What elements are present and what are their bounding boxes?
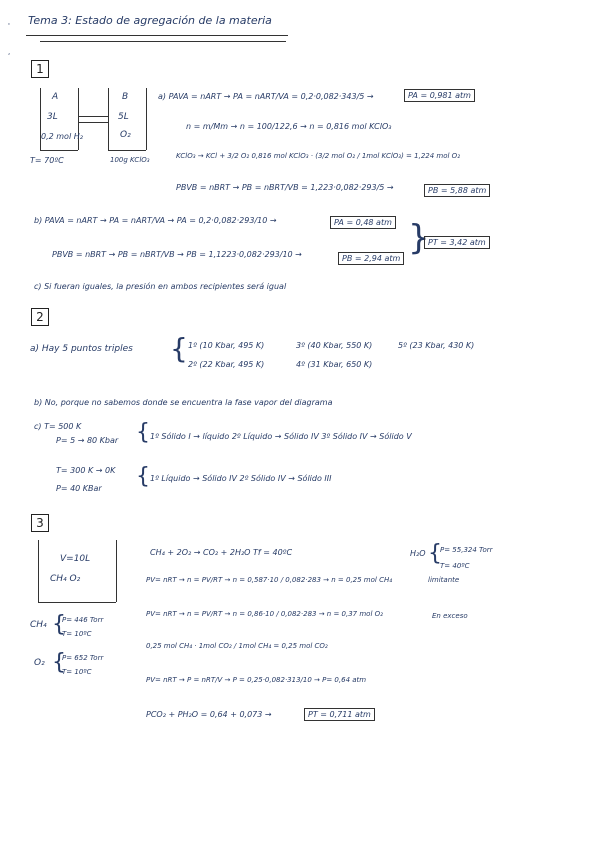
mass-kclo3: 100g KClO₃	[110, 156, 150, 164]
s1-c-line: c) Si fueran iguales, la presión en ambos recipientes será igual	[34, 282, 287, 291]
s2-c-pressure1: P= 5 → 80 Kbar	[56, 436, 119, 445]
title-underline	[26, 35, 288, 36]
s2-c-temp2: T= 300 K → 0K	[56, 466, 116, 475]
s1-b-result1: PA = 0,48 atm	[330, 216, 396, 229]
triple-point-1: 1º (10 Kbar, 495 K)	[188, 341, 265, 350]
margin-mark: '	[8, 22, 10, 30]
s1-a-line4: PBVB = nBRT → PB = nBRT/VB = 1,223·0,082·293/5 →	[176, 183, 394, 192]
tank-a-label: A	[52, 92, 59, 102]
brace-h2o: {	[428, 541, 442, 566]
vessel-right	[116, 540, 117, 602]
s1-a-result1: PA = 0,981 atm	[404, 89, 475, 102]
s1-a-result2: PB = 5,88 atm	[424, 184, 490, 197]
s2-a-intro: a) Hay 5 puntos triples	[30, 344, 133, 354]
brace-ch4: {	[52, 612, 66, 637]
s3-line3: 0,25 mol CH₄ · 1mol CO₂ / 1mol CH₄ = 0,25 mol CO₂	[146, 642, 328, 650]
tank-b-right	[146, 88, 147, 150]
brace-o2: {	[52, 650, 66, 675]
s2-c-sequence2: 1º Líquido → Sólido IV 2º Sólido IV → Sólido III	[150, 474, 332, 483]
tank-b-bottom	[108, 150, 146, 151]
title-underline-2	[40, 41, 286, 42]
o2-pressure: P= 652 Torr	[62, 654, 104, 662]
vessel-volume: V=10L	[60, 554, 91, 564]
s2-c-temp1: c) T= 500 K	[34, 422, 82, 431]
h2o-temp: T= 40ºC	[440, 562, 470, 570]
o2-label: O₂	[34, 658, 45, 668]
brace-c1: {	[136, 420, 150, 445]
triple-point-3: 3º (40 Kbar, 550 K)	[296, 341, 373, 350]
connector-bottom	[78, 122, 108, 123]
tank-b-volume: 5L	[118, 112, 129, 122]
s2-c-sequence1: 1º Sólido I → líquido 2º Líquido → Sólido IV 3º Sólido IV → Sólido V	[150, 432, 412, 441]
h2o-label: H₂O	[410, 549, 426, 558]
h2o-pressure: P= 55,324 Torr	[440, 546, 493, 554]
s2-b-line: b) No, porque no sabemos donde se encuentra la fase vapor del diagrama	[34, 398, 333, 407]
triple-point-5: 5º (23 Kbar, 430 K)	[398, 341, 475, 350]
s3-line1: PV= nRT → n = PV/RT → n = 0,587·10 / 0,082·283 → n = 0,25 mol CH₄	[146, 576, 393, 584]
section-1-number: 1	[31, 60, 49, 78]
s1-a-line3: KClO₃ → KCl + 3/2 O₂ 0,816 mol KClO₃ · (3/2 mol O₂ / 1mol KClO₃) = 1,224 mol O₂	[176, 152, 461, 160]
brace-c2: {	[136, 464, 150, 489]
tank-a-volume: 3L	[47, 112, 58, 122]
s3-line5: PCO₂ + PH₂O = 0,64 + 0,073 →	[146, 710, 272, 719]
s1-b-line2: PBVB = nBRT → PB = nBRT/VB → PB = 1,1223·0,082·293/10 →	[52, 250, 302, 259]
o2-temp: T= 10ºC	[62, 668, 92, 676]
tank-b-gas: O₂	[120, 130, 131, 140]
s1-a-line1: a) PAVA = nART → PA = nART/VA = 0,2·0,082·343/5 →	[158, 92, 374, 101]
s3-final-result: PT = 0,711 atm	[304, 708, 375, 721]
tank-b-left	[108, 88, 109, 150]
connector-top	[78, 116, 108, 117]
vessel-bottom	[38, 602, 116, 603]
tank-b-label: B	[122, 92, 129, 102]
tank-a-moles: 0,2 mol H₂	[41, 132, 83, 141]
s1-b-result2: PB = 2,94 atm	[338, 252, 404, 265]
section-3-number: 3	[31, 514, 49, 532]
ch4-temp: T= 10ºC	[62, 630, 92, 638]
vessel-gases: CH₄ O₂	[50, 574, 81, 584]
ch4-pressure: P= 446 Torr	[62, 616, 104, 624]
s3-line1-note: limitante	[428, 576, 460, 584]
brace-triples: {	[170, 332, 188, 365]
page-title: Tema 3: Estado de agregación de la materia	[28, 14, 272, 27]
ch4-label: CH₄	[30, 620, 47, 630]
s3-line2: PV= nRT → n = PV/RT → n = 0,86·10 / 0,082·283 → n = 0,37 mol O₂	[146, 610, 383, 618]
margin-mark-2: ,	[8, 48, 11, 56]
brace-total: }	[408, 218, 430, 258]
tank-a-bottom	[40, 150, 78, 151]
s1-b-line1: b) PAVA = nART → PA = nART/VA → PA = 0,2·0,082·293/10 →	[34, 216, 277, 225]
s3-reaction: CH₄ + 2O₂ → CO₂ + 2H₂O Tf = 40ºC	[150, 548, 293, 557]
s3-line4: PV= nRT → P = nRT/V → P = 0,25·0,082·313/10 → P= 0,64 atm	[146, 676, 367, 684]
triple-point-4: 4º (31 Kbar, 650 K)	[296, 360, 373, 369]
triple-point-2: 2º (22 Kbar, 495 K)	[188, 360, 265, 369]
s3-line2-note: En exceso	[432, 612, 468, 620]
temperature: T= 70ºC	[30, 156, 64, 165]
vessel-left	[38, 540, 39, 602]
s2-c-pressure2: P= 40 KBar	[56, 484, 102, 493]
s1-b-total: PT = 3,42 atm	[424, 236, 490, 249]
section-2-number: 2	[31, 308, 49, 326]
s1-a-line2: n = m/Mm → n = 100/122,6 → n = 0,816 mol KClO₃	[186, 122, 392, 131]
